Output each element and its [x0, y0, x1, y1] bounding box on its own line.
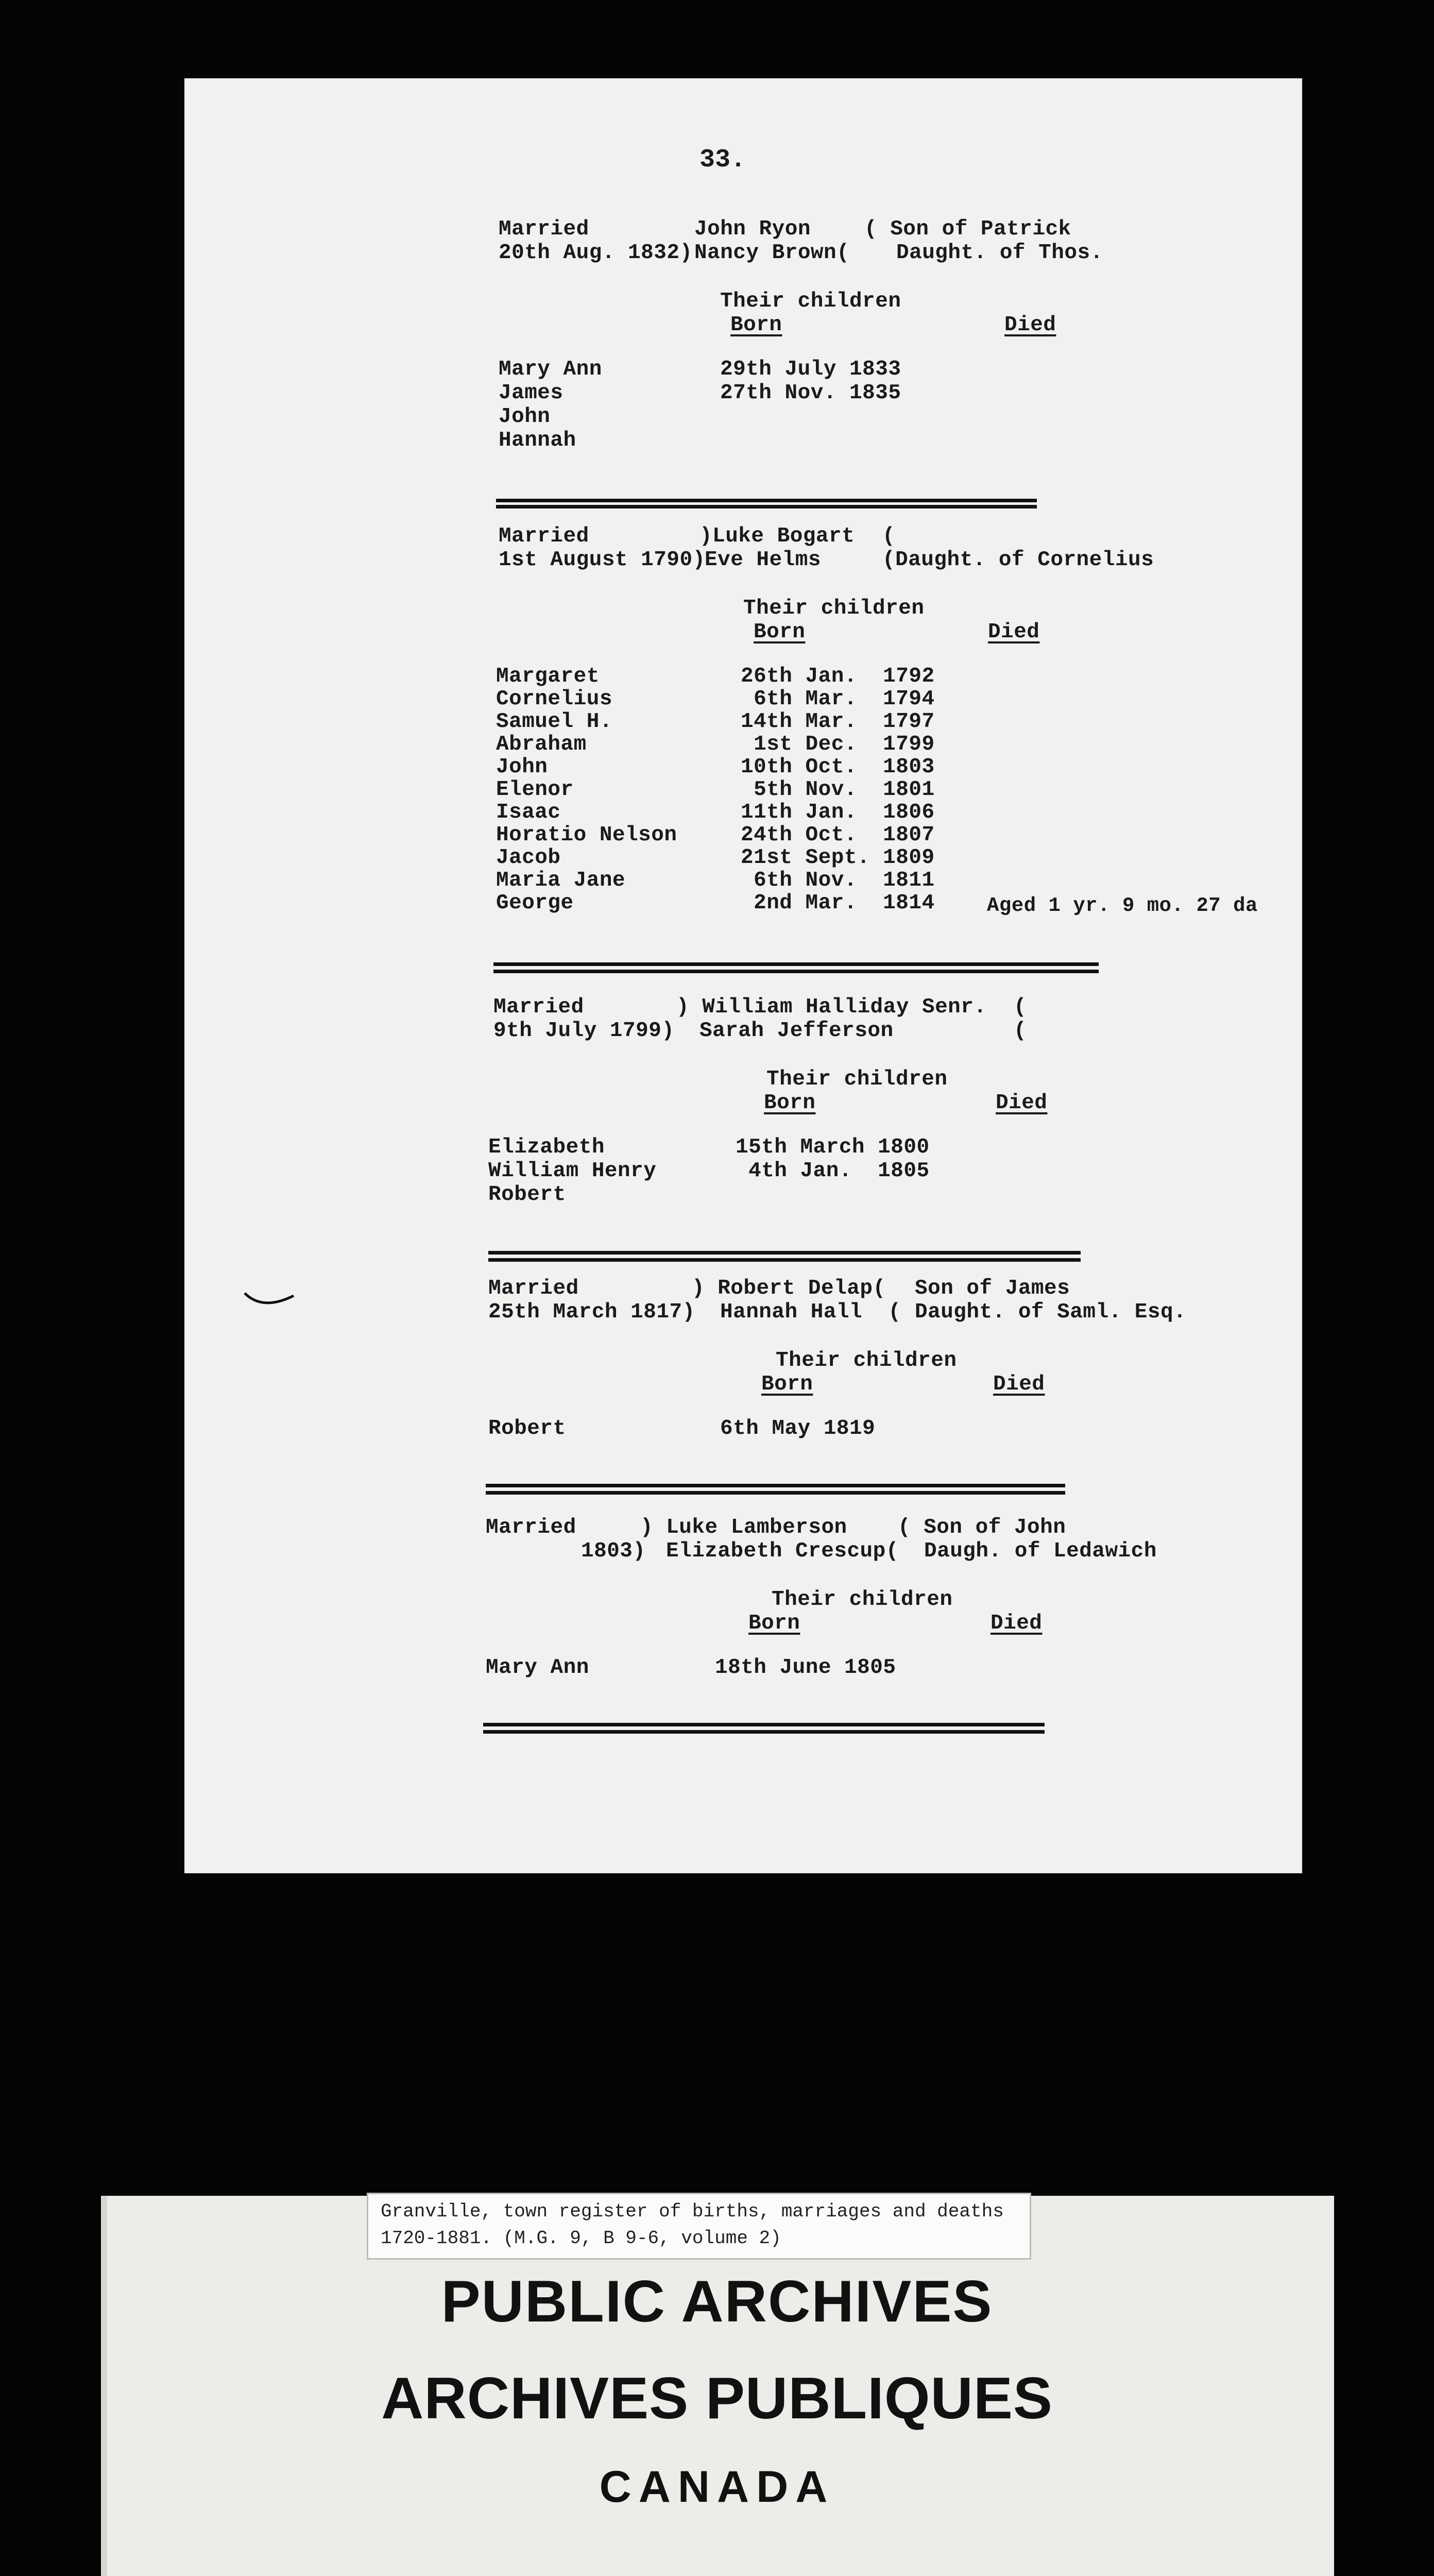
wife-name: Sarah Jefferson: [699, 1019, 894, 1043]
archive-label-line2: 1720-1881. (M.G. 9, B 9-6, volume 2): [381, 2228, 781, 2249]
child-name: Maria Jane: [496, 869, 626, 892]
child-name: John: [496, 755, 548, 779]
wife-parent: Daugh. of Ledawich: [924, 1539, 1157, 1563]
married-label: Married: [486, 1516, 576, 1539]
child-born: 10th Oct. 1803: [741, 755, 935, 779]
child-name: George: [496, 891, 574, 915]
child-name: Abraham: [496, 733, 587, 756]
child-name: William Henry: [488, 1159, 657, 1183]
marriage-date: 1st August 1790): [499, 548, 706, 572]
children-heading: Their children: [720, 290, 901, 313]
stamp-french: ARCHIVES PUBLIQUES: [381, 2366, 1053, 2431]
separator-rule: [483, 1730, 1045, 1734]
child-born: 24th Oct. 1807: [741, 823, 935, 847]
wife-name: Hannah Hall (: [720, 1300, 901, 1324]
wife-name: Eve Helms: [705, 548, 821, 572]
marriage-date: 25th March 1817): [488, 1300, 695, 1324]
child-born: 15th March 1800: [736, 1136, 930, 1159]
child-name: Mary Ann: [499, 358, 602, 381]
wife-name: Nancy Brown(: [694, 241, 850, 265]
page-number: 33.: [699, 145, 746, 175]
separator-rule: [486, 1491, 1065, 1495]
archive-label: [367, 2193, 1031, 2260]
child-name: Elizabeth: [488, 1136, 605, 1159]
married-label: Married: [499, 217, 589, 241]
separator-rule: [496, 505, 1037, 509]
child-born: 11th Jan. 1806: [741, 801, 935, 824]
child-born: 6th May 1819: [720, 1417, 876, 1440]
died-heading: Died: [991, 1612, 1043, 1635]
child-born: 4th Jan. 1805: [736, 1159, 930, 1183]
separator-rule: [488, 1258, 1081, 1262]
husband-name: )Luke Bogart: [699, 524, 855, 548]
child-name: Mary Ann: [486, 1656, 589, 1680]
husband-parent: ( Son of John: [898, 1516, 1066, 1539]
child-born: 27th Nov. 1835: [720, 381, 901, 405]
child-born: 6th Nov. 1811: [741, 869, 935, 892]
child-name: Jacob: [496, 846, 561, 870]
separator-rule: [493, 970, 1099, 973]
child-name: Isaac: [496, 801, 561, 824]
child-name: Margaret: [496, 665, 600, 688]
died-heading: Died: [1004, 313, 1056, 337]
born-heading: Born: [730, 313, 782, 337]
children-heading: Their children: [743, 597, 925, 620]
husband-parent: (: [882, 524, 896, 548]
child-name: John: [499, 405, 551, 429]
married-label: Married: [488, 1277, 579, 1300]
husband-name: ) Robert Delap(: [692, 1277, 886, 1300]
born-heading: Born: [754, 620, 806, 644]
child-name: Samuel H.: [496, 710, 612, 734]
separator-rule: [496, 499, 1037, 502]
separator-rule: [483, 1723, 1045, 1726]
child-born: 14th Mar. 1797: [741, 710, 935, 734]
wife-name: Elizabeth Crescup(: [666, 1539, 899, 1563]
children-heading: Their children: [772, 1588, 953, 1612]
child-died: Aged 1 yr. 9 mo. 27 da: [987, 894, 1258, 917]
born-heading: Born: [764, 1091, 816, 1115]
husband-parent: Son of James: [915, 1277, 1070, 1300]
married-label: Married: [499, 524, 589, 548]
wife-parent: Daught. of Thos.: [896, 241, 1103, 265]
died-heading: Died: [993, 1372, 1045, 1396]
born-heading: Born: [761, 1372, 813, 1396]
child-born: 18th June 1805: [715, 1656, 896, 1680]
child-born: 29th July 1833: [720, 358, 901, 381]
wife-parent: (Daught. of Cornelius: [882, 548, 1154, 572]
stamp-english: PUBLIC ARCHIVES: [441, 2269, 993, 2334]
margin-mark: [242, 1283, 299, 1314]
child-name: Horatio Nelson: [496, 823, 677, 847]
child-born: 2nd Mar. 1814: [741, 891, 935, 915]
child-name: Cornelius: [496, 687, 612, 711]
child-name: Hannah: [499, 429, 576, 452]
child-born: 26th Jan. 1792: [741, 665, 935, 688]
wife-parent: Daught. of Saml. Esq.: [915, 1300, 1187, 1324]
marriage-date: 1803): [581, 1539, 646, 1563]
died-heading: Died: [988, 620, 1040, 644]
died-heading: Died: [996, 1091, 1048, 1115]
children-heading: Their children: [776, 1349, 957, 1372]
separator-rule: [488, 1251, 1081, 1255]
separator-rule: [493, 962, 1099, 966]
husband-parent: ( Son of Patrick: [864, 217, 1071, 241]
wife-parent: (: [1014, 1019, 1027, 1043]
child-born: 1st Dec. 1799: [741, 733, 935, 756]
child-name: James: [499, 381, 564, 405]
child-name: Robert: [488, 1183, 566, 1207]
husband-parent: (: [1014, 995, 1027, 1019]
child-born: 21st Sept. 1809: [741, 846, 935, 870]
children-heading: Their children: [766, 1067, 948, 1091]
separator-rule: [486, 1484, 1065, 1487]
child-born: 5th Nov. 1801: [741, 778, 935, 802]
husband-name: ) William Halliday Senr.: [676, 995, 987, 1019]
child-born: 6th Mar. 1794: [741, 687, 935, 711]
stamp-country: CANADA: [599, 2462, 835, 2512]
born-heading: Born: [748, 1612, 800, 1635]
child-name: Elenor: [496, 778, 574, 802]
child-name: Robert: [488, 1417, 566, 1440]
husband-name: ) Luke Lamberson: [640, 1516, 847, 1539]
register-page: [184, 78, 1302, 1873]
married-label: Married: [493, 995, 584, 1019]
archive-label-line1: Granville, town register of births, marriages and deaths: [381, 2201, 1004, 2222]
husband-name: John Ryon: [694, 217, 811, 241]
marriage-date: 9th July 1799): [493, 1019, 675, 1043]
marriage-date: 20th Aug. 1832): [499, 241, 693, 265]
